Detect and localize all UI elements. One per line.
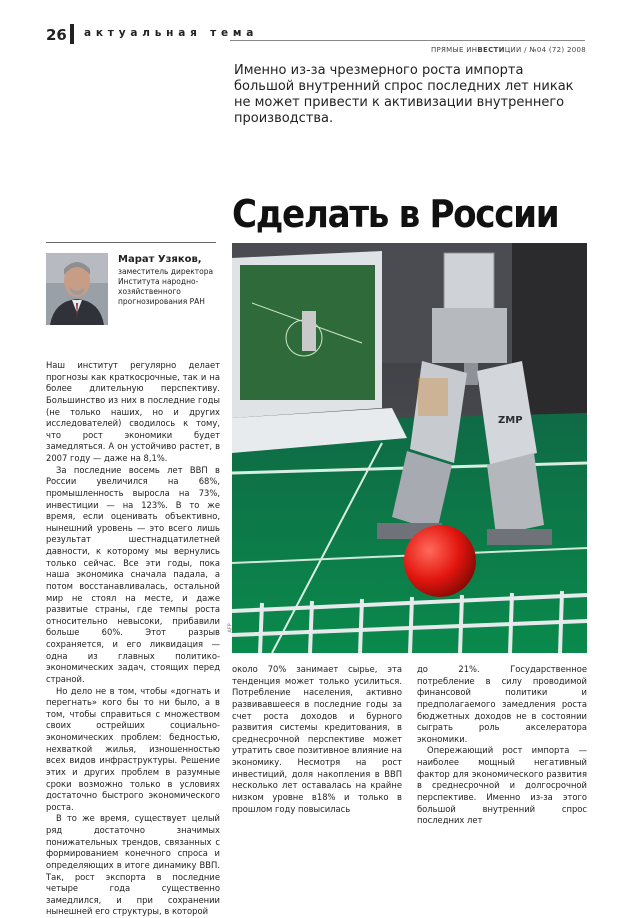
lead-text: Именно из-за чрезмерного роста импорта большой внутренний спрос последних лет никак не может привести к активизации внутреннего производства.	[234, 63, 574, 126]
body-column-2	[232, 664, 402, 814]
author-role: заместитель директора Института народно-хозяйственного прогнозирования РАН	[118, 267, 214, 306]
author-rule	[46, 242, 216, 243]
header-rule	[230, 40, 585, 41]
rubric-label: актуальная тема	[84, 27, 259, 39]
body-column-1	[46, 360, 220, 917]
photo-credit: AFP	[227, 623, 234, 633]
journal-bold: ВЕСТИ	[477, 46, 505, 54]
paragraph: около 70% занимает сырье, эта тенденция может только усилиться. Потребление населения, активно развивавшееся в последние годы за счет роста доходов и бурного развития системы кредитования, в среднесрочной перспективе может утратить свое позитивное влияние на экономику. Несмотря на рост инвестиций, доля накопления в ВВП несколько лет оставалась на крайне низком уровне в18% и только в прошлом году повысилась	[232, 664, 402, 814]
paragraph: до 21%. Государственное потребление в силу проводимой финансовой политики и предполагаемого замедления роста бюджетных доходов не в состоянии сыграть роль акселератора экономики.	[417, 664, 587, 744]
author-name: Марат Узяков,	[118, 254, 202, 265]
paragraph: За последние восемь лет ВВП в России увеличился на 68%, промышленность выросла на 73%, инвестиции — на 123%. В то же время, если оценивать объективно, нынешний уровень — это всего лишь результат шестнадцатилетней давности, к которому мы вернулись только сейчас. Все эти годы, пока наша экономика сначала падала, а потом восстанавливалась, остальной мир не стоял на месте, и даже развитые страны, где темпы роста относительно невысоки, прибавили больше 60%. Этот разрыв сохраняется, и его ликвидация — одна из главных политико-экономических задач, стоящих перед страной.	[46, 464, 220, 684]
paragraph: Наш институт регулярно делает прогнозы как краткосрочные, так и на более длительную перспективу. Большинство из них в последние годы (не только наших, но и других исследователей) сводилось к тому, что рост экономики будет замедляться. А он устойчиво растет, в 2007 году — даже на 8,1%.	[46, 360, 220, 463]
robot-photo	[232, 243, 587, 653]
body-column-3	[417, 664, 587, 826]
paragraph: В то же время, существует целый ряд достаточно значимых понижательных трендов, связанных с формированием конечного спроса и определяющих в итоге динамику ВВП. Так, рост экспорта в последние четыре года существенно замедлился, и при сохранении нынешней его структуры, в которой	[46, 813, 220, 917]
journal-prefix: ПРЯМЫЕ ИН	[430, 46, 478, 54]
author-portrait	[46, 253, 108, 325]
paragraph: Опережающий рост импорта — наиболее мощный негативный фактор для экономического развития в среднесрочной и долгосрочной перспективе. Именно из-за этого большой внутренний спрос последних лет	[417, 745, 587, 826]
article-title: Сделать в России	[232, 192, 559, 236]
journal-issue	[431, 46, 586, 54]
header-bar	[70, 24, 74, 44]
svg-text:ZMP: ZMP	[498, 415, 523, 426]
paragraph: Но дело не в том, чтобы «догнать и перегнать» кого бы то ни было, а в том, чтобы справиться с множеством своих острейших социально-экономических проблем: бедностью, нехваткой жилья, изношенностью всех видов инфраструктуры. Решение этих и других проблем в разумные сроки возможно только в условиях достаточно быстрого экономического роста.	[46, 685, 220, 812]
page-number: 26	[46, 26, 67, 44]
journal-suffix: ЦИИ / №04 (72) 2008	[504, 46, 586, 54]
